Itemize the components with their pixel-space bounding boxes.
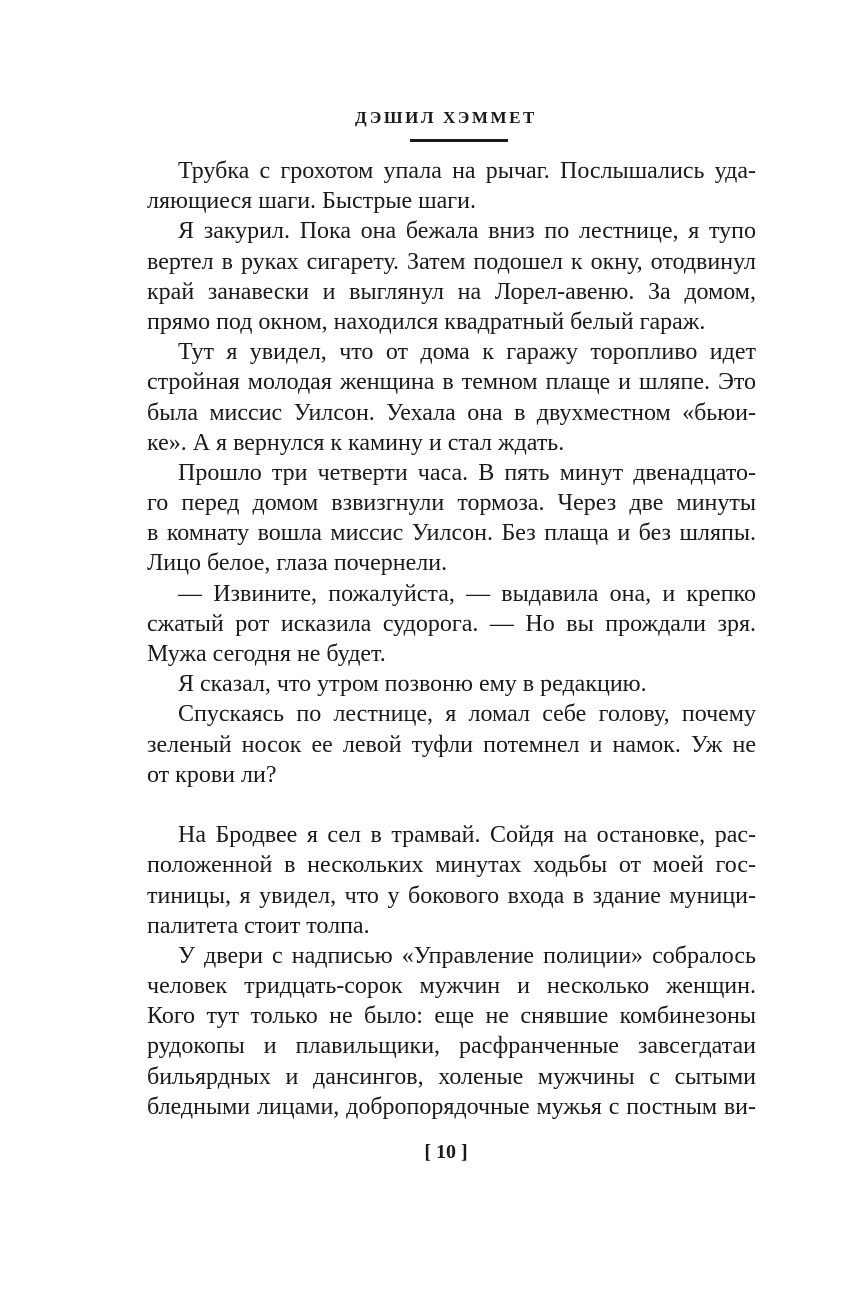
text-line: Трубка с грохотом упала на рычаг. Послышались уда-: [178, 158, 756, 184]
section-break: [147, 790, 756, 820]
text-line: Я закурил. Пока она бежала вниз по лестнице, я тупо: [178, 218, 756, 245]
header-rule: [410, 139, 508, 142]
text-line: палитета стоит толпа.: [147, 912, 370, 939]
text-line: Тут я увидел, что от дома к гаражу торопливо идет: [178, 339, 756, 366]
text-line: в комнату вошла миссис Уилсон. Без плаща и без шляпы.: [147, 520, 756, 547]
text-line: стройная молодая женщина в темном плаще и шляпе. Это: [147, 369, 756, 396]
text-line: тиницы, я увидел, что у бокового входа в здание муници-: [147, 882, 756, 909]
text-line: У двери с надписью «Управление полиции» собралось: [178, 942, 756, 969]
text-line: рудокопы и плавильщики, расфранченные завсегдатаи: [147, 1033, 756, 1060]
text-line: человек тридцать-сорок мужчин и несколько женщин.: [147, 973, 756, 1000]
body-text: [147, 156, 756, 1122]
text-line: Кого тут только не было: еще не снявшие комбинезоны: [147, 1003, 756, 1030]
page-number: [ 10 ]: [424, 1141, 468, 1163]
text-line: Лицо белое, глаза почернели.: [147, 550, 448, 577]
text-line: бледными лицами, добропорядочные мужья с постным ви-: [147, 1093, 756, 1120]
text-line: сжатый рот исказила судорога. — Но вы прождали зря.: [147, 610, 756, 637]
text-line: ке». А я вернулся к камину и стал ждать.: [147, 429, 565, 456]
text-line: прямо под окном, находился квадратный белый гараж.: [147, 308, 706, 335]
text-line: вертел в руках сигарету. Затем подошел к окну, отодвинул: [147, 248, 756, 275]
text-line: зеленый носок ее левой туфли потемнел и намок. Уж не: [147, 731, 756, 758]
text-line: го перед домом взвизгнули тормоза. Через две минуты: [147, 490, 756, 517]
text-line: ляющиеся шаги. Быстрые шаги.: [147, 188, 476, 215]
text-line: На Бродвее я сел в трамвай. Сойдя на остановке, рас-: [178, 822, 756, 849]
text-line: — Извините, пожалуйста, — выдавила она, и крепко: [178, 580, 756, 607]
text-line: Мужа сегодня не будет.: [147, 641, 386, 667]
text-line: бильярдных и дансингов, холеные мужчины с сытыми: [147, 1063, 756, 1090]
text-line: край занавески и выглянул на Лорел-авеню. За домом,: [147, 278, 756, 305]
text-line: Спускаясь по лестнице, я ломал себе голову, почему: [178, 701, 756, 728]
text-line: от крови ли?: [147, 761, 277, 788]
text-line: Я сказал, что утром позвоню ему в редакцию.: [178, 671, 647, 698]
text-line: была миссис Уилсон. Уехала она в двухместном «бьюи-: [147, 399, 756, 426]
text-line: Прошло три четверти часа. В пять минут двенадцато-: [178, 459, 756, 486]
running-head-author: ДЭШИЛ ХЭММЕТ: [354, 108, 537, 127]
text-line: положенной в нескольких минутах ходьбы от моей гос-: [147, 852, 756, 879]
